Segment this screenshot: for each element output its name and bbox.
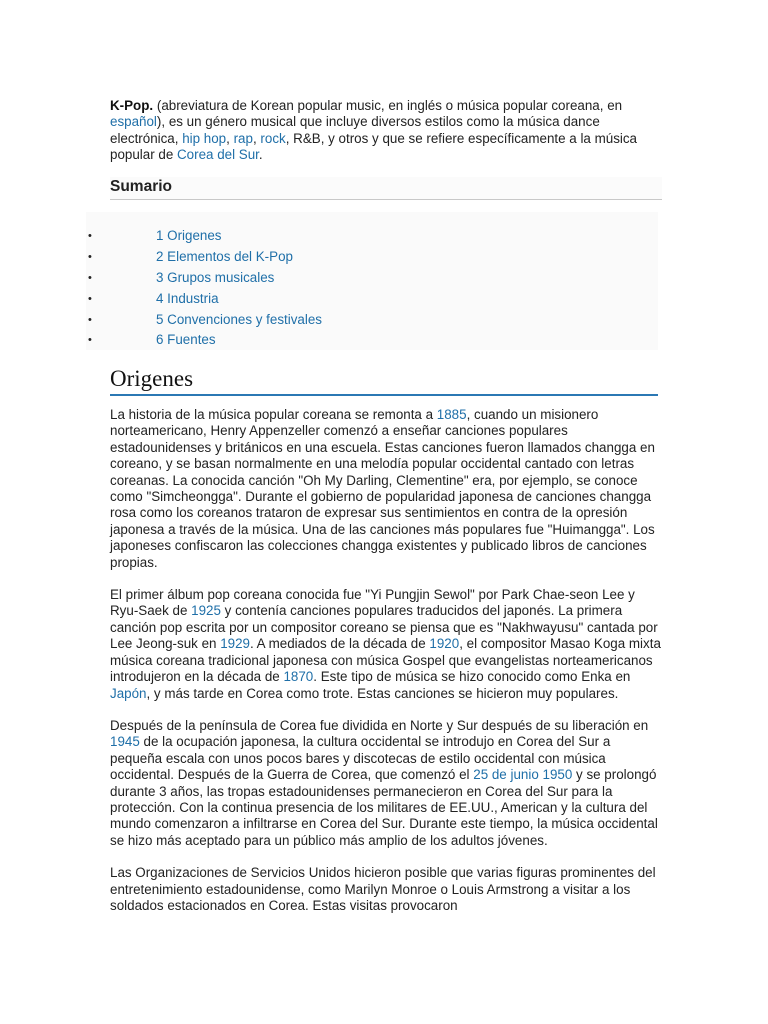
paragraph-4: [110, 865, 662, 914]
link-1950[interactable]: 1950: [542, 767, 573, 783]
body-text: El primer álbum pop coreana conocida fue "Yi Pungjin Sewol" por Park Chae-seon Lee y Ryu-Saek de: [110, 587, 635, 619]
bullet-icon: •: [88, 250, 92, 263]
paragraph-2: [110, 587, 662, 702]
toc-item: [0, 226, 660, 247]
link-1929[interactable]: 1929: [220, 636, 250, 652]
intro-paragraph: [110, 98, 662, 164]
toc-link-elementos[interactable]: 2 Elementos del K-Pop: [156, 248, 293, 264]
link-rap[interactable]: rap: [233, 130, 253, 146]
intro-text: (abreviatura de Korean popular music, en inglés o música popular coreana, en: [153, 98, 623, 113]
link-hip-hop[interactable]: hip hop: [182, 130, 227, 146]
body-text: La historia de la música popular coreana se remonta a: [110, 407, 437, 422]
toc-item: [0, 310, 660, 331]
toc-link-industria[interactable]: 4 Industria: [156, 290, 219, 306]
link-25-de-junio[interactable]: 25 de junio: [473, 767, 539, 783]
toc-item: [0, 268, 660, 289]
body-text: , y más tarde en Corea como trote. Estas canciones se hicieron muy populares.: [146, 685, 619, 701]
body-text: . Este tipo de música se hizo conocido como Enka en: [313, 669, 631, 685]
toc-item: [0, 289, 660, 310]
toc-link-grupos[interactable]: 3 Grupos musicales: [156, 269, 275, 285]
paragraph-3: [110, 718, 662, 849]
toc-link-origenes[interactable]: 1 Origenes: [156, 228, 222, 243]
intro-text: ,: [252, 130, 261, 146]
bullet-icon: •: [88, 292, 92, 305]
body-text: y contenía canciones populares traducidos del japonés. La primera canción pop escrita por un compositor coreano se piensa que es "Nakhwayusu" cantada por Lee Jeong-suk en: [110, 603, 658, 652]
bullet-icon: •: [88, 313, 92, 326]
toc-list: [0, 226, 660, 351]
bullet-icon: •: [88, 334, 92, 347]
intro-block: [110, 98, 662, 200]
link-espanol[interactable]: español: [110, 114, 157, 130]
body-text: de la ocupación japonesa, la cultura occidental se introdujo en Corea del Sur a pequeña escala con unos pocos bares y discotecas de estilo occidental con música occidental. Después de la Guerra de Corea, que comenzó el: [110, 734, 611, 783]
body-text: , cuando un misionero norteamericano, Henry Appenzeller comenzó a enseñar canciones populares estadounidenses y británicos en una escuela. Estas canciones fueron llamados changga en coreano, y se basan normalmente en una melodía popular occidental cantado con letras coreanas. La conocida canción "Oh My Darling, Clementine" era, por ejemplo, se conoce como "Simcheongga". Durante el gobierno de popularidad japonesa de canciones changga rosa como los coreanos trataron de expresar sus sentimientos en contra de la opresión japonesa a través de la música. Una de las canciones más populares fue "Huimangga". Los japoneses confiscaron las colecciones changga existentes y publicado libros de canciones propias.: [110, 407, 655, 570]
link-corea-del-sur[interactable]: Corea del Sur: [177, 147, 259, 163]
body-text: Después de la península de Corea fue dividida en Norte y Sur después de su liberación en: [110, 717, 649, 733]
toc-item: [0, 247, 660, 268]
bullet-icon: •: [88, 230, 92, 242]
link-1925[interactable]: 1925: [191, 603, 221, 619]
link-1885[interactable]: 1885: [436, 407, 467, 422]
body-text: y se prolongó durante 3 años, las tropas estadounidenses permanecieron en Corea del Sur para la protección. Con la continua presencia de los militares de EE.UU., American y la cultura del mundo comenzaron a infiltrarse en Corea del Sur. Durante este tiempo, la música occidental se hizo más aceptado para un público más amplio de los adultos jóvenes.: [110, 767, 658, 848]
link-1945[interactable]: 1945: [110, 734, 140, 750]
toc-title: Sumario: [110, 177, 662, 200]
body-text: . A mediados de la década de: [249, 636, 430, 652]
body-text: , el compositor Masao Koga mixta música coreana tradicional japonesa con música Gospel que evangelistas norteamericanos introdujeron en la década de: [110, 636, 661, 685]
intro-text: ), es un género musical que incluye diversos estilos como la música dance electrónica,: [110, 114, 600, 146]
toc-item: [0, 330, 660, 351]
toc-link-fuentes[interactable]: 6 Fuentes: [156, 332, 216, 348]
paragraph-1: [110, 407, 662, 571]
term-kpop: K-Pop.: [110, 98, 154, 113]
link-1920[interactable]: 1920: [429, 636, 460, 652]
intro-text: , R&B, y otros y que se refiere específicamente a la música popular de: [110, 130, 638, 163]
link-1870[interactable]: 1870: [283, 669, 314, 685]
body-text: Las Organizaciones de Servicios Unidos hicieron posible que varias figuras prominentes del entretenimiento estadounidense, como Marilyn Monroe o Louis Armstrong a visitar a los soldados estacionados en Corea. Estas visitas provocaron: [110, 865, 656, 913]
bullet-icon: •: [88, 271, 92, 284]
section-title-origenes: Origenes: [110, 364, 658, 396]
intro-text: ,: [226, 130, 234, 146]
intro-text: .: [258, 147, 263, 163]
link-japon[interactable]: Japón: [110, 685, 147, 701]
link-rock[interactable]: rock: [260, 130, 286, 146]
section-body: [110, 407, 662, 930]
toc-link-convenciones[interactable]: 5 Convenciones y festivales: [156, 311, 322, 327]
